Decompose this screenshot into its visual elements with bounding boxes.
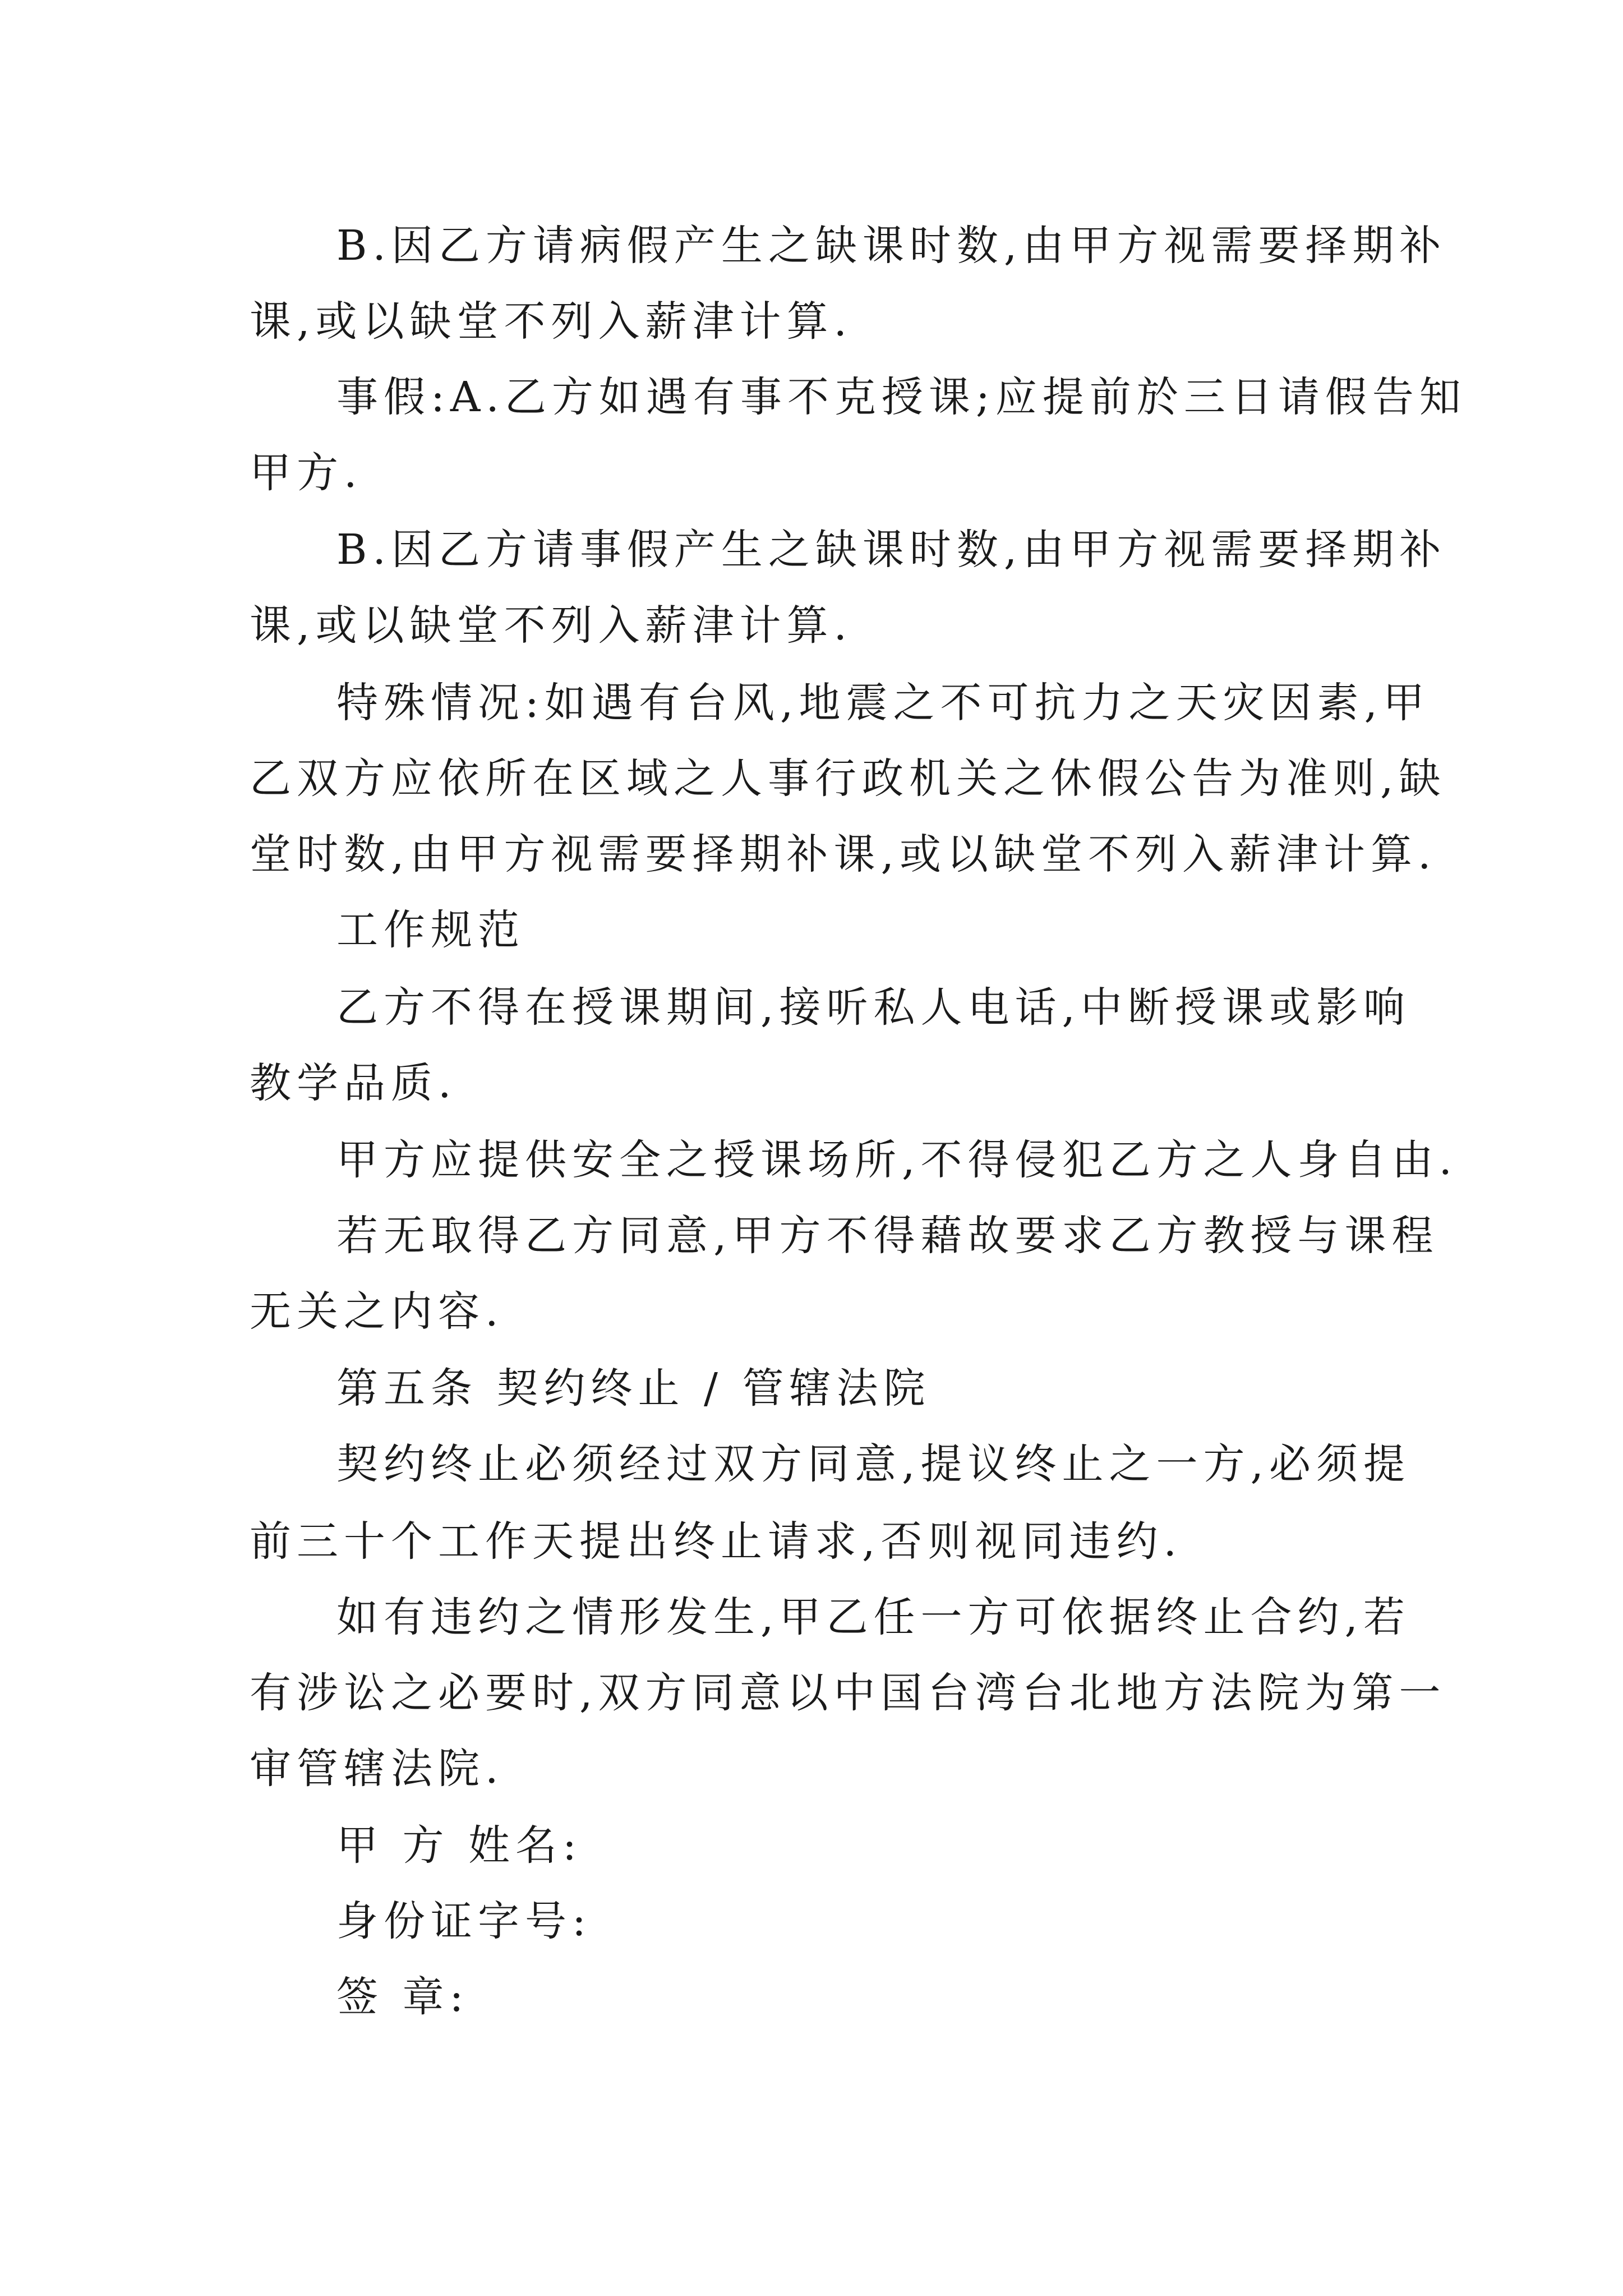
text-line: 有涉讼之必要时,双方同意以中国台湾台北地方法院为第一 (250, 1669, 1446, 1717)
text-line: 课,或以缺堂不列入薪津计算. (250, 297, 853, 346)
text-line: 契约终止必须经过双方同意,提议终止之一方,必须提 (336, 1440, 1411, 1488)
text-line: 乙双方应依所在区域之人事行政机关之休假公告为准则,缺 (250, 754, 1446, 803)
text-line: 若无取得乙方同意,甲方不得藉故要求乙方教授与课程 (336, 1212, 1439, 1260)
text-line: 审管辖法院. (250, 1745, 504, 1793)
signature-seal-label: 签 章: (336, 1973, 469, 2021)
signature-id-label: 身份证字号: (336, 1897, 592, 1945)
text-line: 课,或以缺堂不列入薪津计算. (250, 601, 853, 650)
text-line: 特殊情况:如遇有台风,地震之不可抗力之天灾因素,甲 (336, 679, 1430, 727)
text-line: 堂时数,由甲方视需要择期补课,或以缺堂不列入薪津计算. (250, 830, 1437, 878)
text-line: B.因乙方请事假产生之缺课时数,由甲方视需要择期补 (336, 526, 1447, 574)
text-line: 教学品质. (250, 1059, 457, 1107)
text-line: 乙方不得在授课期间,接听私人电话,中断授课或影响 (336, 983, 1411, 1032)
text-line: 前三十个工作天提出终止请求,否则视同违约. (250, 1517, 1183, 1566)
text-line: 甲方. (250, 449, 363, 497)
signature-name-label: 甲 方 姓名: (336, 1821, 582, 1870)
section-heading: 工作规范 (336, 906, 525, 954)
text-line: 事假:A.乙方如遇有事不克授课;应提前於三日请假告知 (336, 373, 1467, 421)
text-line: B.因乙方请病假产生之缺课时数,由甲方视需要择期补 (336, 222, 1447, 270)
text-line: 无关之内容. (250, 1287, 504, 1336)
text-line: 甲方应提供安全之授课场所,不得侵犯乙方之人身自由. (336, 1136, 1458, 1184)
text-line: 如有违约之情形发生,甲乙任一方可依据终止合约,若 (336, 1593, 1411, 1641)
section-heading: 第五条 契约终止 / 管辖法院 (336, 1364, 931, 1412)
